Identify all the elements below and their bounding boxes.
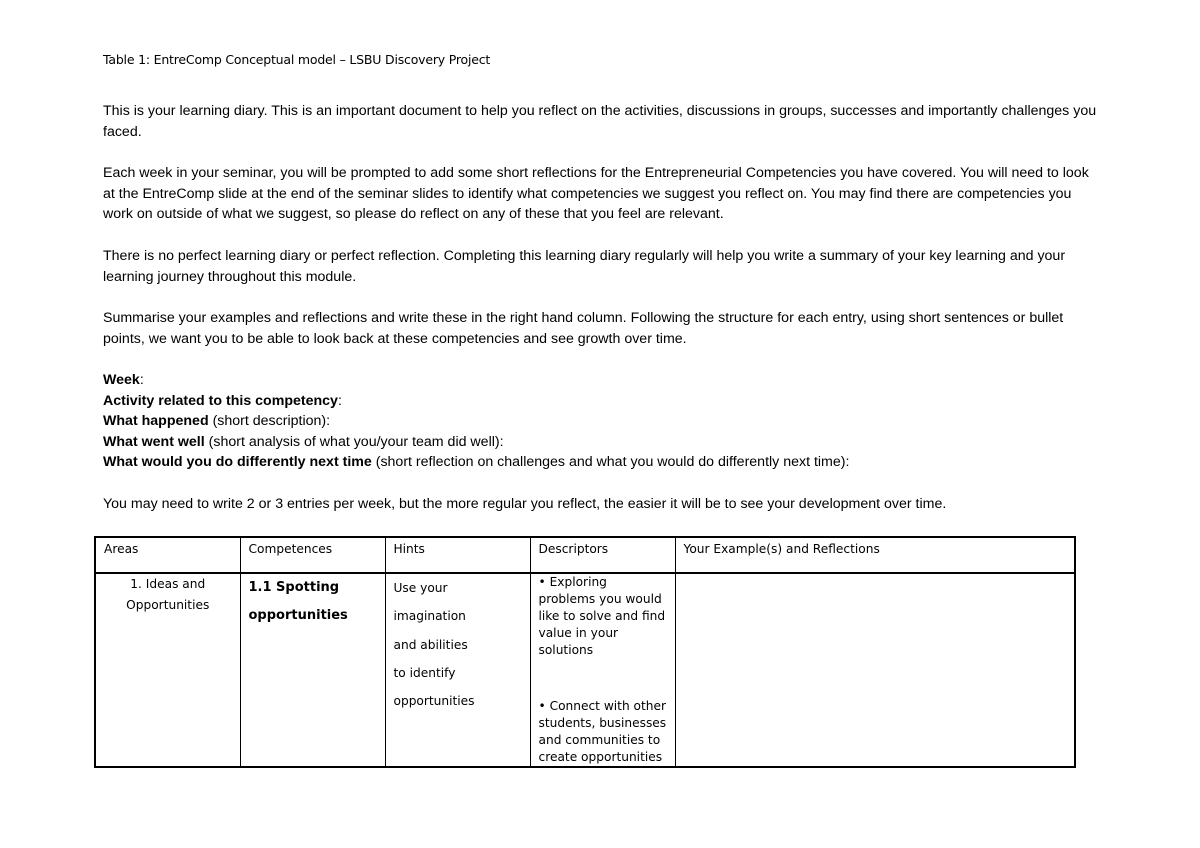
descriptors-cell [530,573,675,767]
competence-line: opportunities [248,608,348,623]
instructions-paragraph: Each week in your seminar, you will be prompted to add some short reflections for the Entrepreneurial Competencies you have covered. You will need to look at the EntreComp slide at the end of the seminar slides to identify what competencies we suggest you reflect on. You may find there are competencies you work on outside of what we suggest, so please do reflect on any of these that you feel are relevant. [103,165,1089,222]
summary-paragraph: Summarise your examples and reflections and write these in the right hand column. Following the structure for each entry, using short sentences or bullet points, we want you to be able to look back at these competencies and see growth over time. [103,310,1064,347]
structure-text: (short description): [208,413,331,429]
area-line: 1. Ideas and [130,577,206,591]
descriptor-bullet: • Exploring problems you would like to solve and find value in your solutions [538,575,666,657]
hint-line: opportunities [393,694,475,709]
hints-cell [385,573,530,767]
structure-text: : [139,372,144,388]
structure-differently [103,452,1103,473]
competency-table [94,536,1076,768]
header-reflections: Your Example(s) and Reflections [675,537,1075,573]
intro-paragraph: This is your learning diary. This is an important document to help you reflect on the activities, discussions in groups, successes and importantly challenges you faced. [103,103,1097,140]
structure-label: Week [103,372,140,388]
header-competences: Competences [240,537,385,573]
structure-label: Activity related to this competency [103,392,338,409]
structure-what-happened [103,411,1103,432]
header-descriptors: Descriptors [530,537,675,573]
structure-text: (short reflection on challenges and what you would do differently next time): [371,454,850,470]
header-hints: Hints [385,537,530,573]
table-row [95,573,1075,767]
table-header-row [95,537,1075,573]
hint-line: Use your imagination [393,581,466,624]
structure-went-well [103,432,1103,453]
competence-line: 1.1 Spotting [248,580,340,595]
closing-paragraph: You may need to write 2 or 3 entries per week, but the more regular you reflect, the easier it will be to see your development over time. [103,496,947,512]
area-cell [95,573,240,767]
structure-week [103,370,1103,391]
structure-text: : [337,392,342,409]
hint-line: and abilities [393,637,468,652]
competence-cell [240,573,385,767]
descriptor-bullet: • Connect with other students, businesses and communities to create opportunities [538,699,667,764]
structure-text: (short analysis of what you/your team did well): [204,433,504,450]
structure-activity [103,391,1103,412]
area-line: Opportunities [126,598,210,612]
reflection-paragraph: There is no perfect learning diary or perfect reflection. Completing this learning diary regularly will help you write a summary of your key learning and your learning journey throughout this module. [103,248,1066,285]
structure-label: What would you do differently next time [103,454,372,470]
document-title: Table 1: EntreComp Conceptual model – LSBU Discovery Project [103,52,491,67]
reflections-cell[interactable] [675,573,1075,767]
structure-label: What happened [103,413,209,429]
header-areas: Areas [95,537,240,573]
structure-label: What went well [103,433,205,450]
hint-line: to identify [393,665,456,680]
descriptor-spacer [539,659,667,698]
entry-structure [103,370,1103,473]
